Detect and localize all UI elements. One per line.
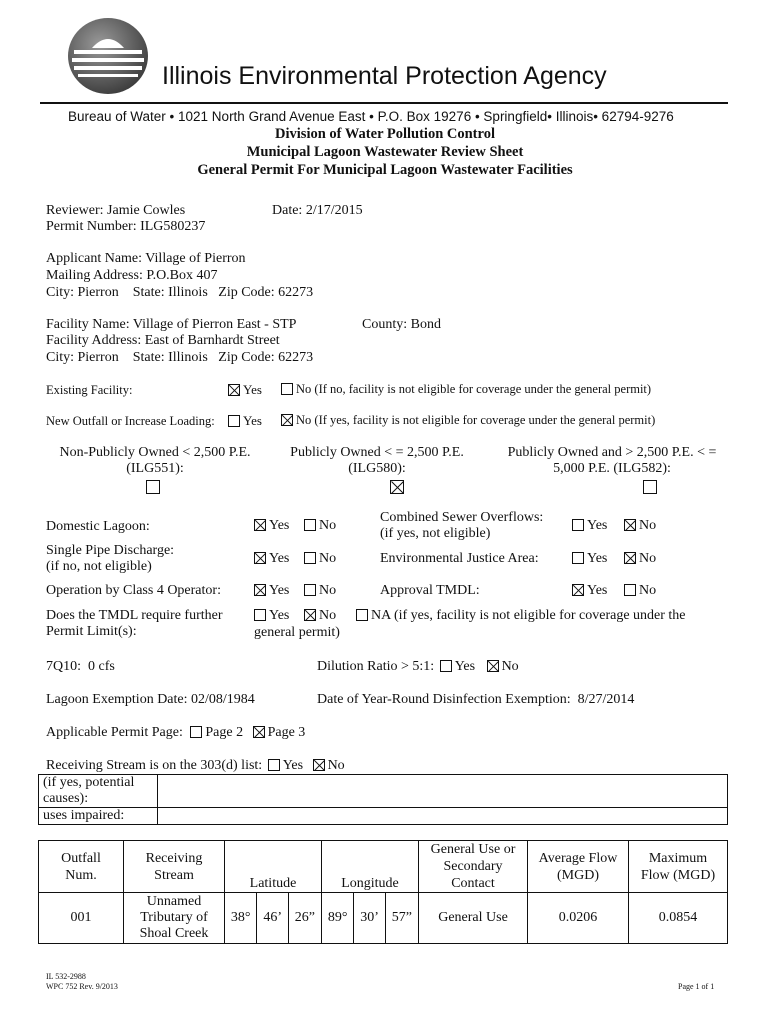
col-max-flow: Maximum Flow (MGD) xyxy=(629,841,728,893)
single-pipe-label: Single Pipe Discharge: (if no, not eligible) xyxy=(46,543,175,574)
existing-no[interactable]: No (If no, facility is not eligible for coverage under the general permit) xyxy=(281,382,651,397)
checkbox-unchecked[interactable] xyxy=(254,609,266,621)
mailing-address: Mailing Address: P.O.Box 407 xyxy=(46,268,218,283)
ilg582-checkbox[interactable] xyxy=(643,480,657,494)
checkbox-unchecked[interactable] xyxy=(624,584,636,596)
max-flow: 0.0854 xyxy=(629,893,728,944)
county: County: Bond xyxy=(362,317,441,332)
lon-sec: 57” xyxy=(385,893,418,944)
tmdl-further-yes[interactable]: Yes xyxy=(254,608,289,624)
checkbox-unchecked[interactable] xyxy=(304,584,316,596)
lagoon-exemption: Lagoon Exemption Date: 02/08/1984 xyxy=(46,692,255,707)
lon-deg: 89° xyxy=(321,893,353,944)
applicant-name: Applicant Name: Village of Pierron xyxy=(46,251,246,266)
lat-min: 46’ xyxy=(257,893,288,944)
cso-no[interactable]: No xyxy=(624,518,656,534)
causes-value[interactable] xyxy=(158,775,728,808)
checkbox-unchecked[interactable] xyxy=(304,519,316,531)
permit-page[interactable]: Applicable Permit Page: Page 2 Page 3 xyxy=(46,725,306,740)
class4-no[interactable]: No xyxy=(304,583,336,599)
single-pipe-yes[interactable]: Yes xyxy=(254,551,289,567)
iepa-logo xyxy=(62,14,158,96)
checkbox-checked[interactable] xyxy=(487,660,499,672)
checkbox-unchecked[interactable] xyxy=(190,726,202,738)
checkbox-unchecked[interactable] xyxy=(304,552,316,564)
lat-deg: 38° xyxy=(225,893,257,944)
applicant-city: City: Pierron State: Illinois Zip Code: 62273 xyxy=(46,285,314,300)
facility-address: Facility Address: East of Barnhardt Street xyxy=(46,333,280,348)
ilg580-checkbox[interactable] xyxy=(390,480,404,494)
checkbox-unchecked[interactable] xyxy=(281,383,293,395)
checkbox-checked[interactable] xyxy=(228,384,240,396)
existing-yes[interactable]: Yes xyxy=(228,382,262,398)
outfall-table xyxy=(38,840,728,944)
sheet-title: Municipal Lagoon Wastewater Review Sheet xyxy=(246,144,524,160)
checkbox-checked[interactable] xyxy=(313,759,325,771)
review-date: Date: 2/17/2015 xyxy=(272,203,363,218)
ownership-col3: Publicly Owned and > 2,500 P.E. < = 5,000 P.E. (ILG582): xyxy=(507,445,717,476)
existing-facility-label: Existing Facility: xyxy=(46,383,133,397)
facility-city: City: Pierron State: Illinois Zip Code: 62273 xyxy=(46,350,314,365)
tmdl-further-na-cont: general permit) xyxy=(254,625,340,640)
checkbox-unchecked[interactable] xyxy=(572,519,584,531)
checkbox-checked[interactable] xyxy=(572,584,584,596)
uses-impaired-label: uses impaired: xyxy=(39,808,158,825)
col-receiving: Receiving Stream xyxy=(124,841,225,893)
tmdl-label: Approval TMDL: xyxy=(380,583,480,598)
new-outfall-yes[interactable]: Yes xyxy=(228,413,262,429)
env-justice-label: Environmental Justice Area: xyxy=(380,551,539,566)
lat-sec: 26” xyxy=(288,893,321,944)
class4-label: Operation by Class 4 Operator: xyxy=(46,583,221,598)
single-pipe-no[interactable]: No xyxy=(304,551,336,567)
checkbox-checked[interactable] xyxy=(253,726,265,738)
domestic-lagoon-yes[interactable]: Yes xyxy=(254,518,289,534)
domestic-lagoon-label: Domestic Lagoon: xyxy=(46,519,150,534)
receiving-303d[interactable]: Receiving Stream is on the 303(d) list: Yes No xyxy=(46,758,345,773)
ownership-col2: Publicly Owned < = 2,500 P.E. (ILG580): xyxy=(290,445,464,476)
division-title: Division of Water Pollution Control xyxy=(275,126,495,142)
checkbox-unchecked[interactable] xyxy=(356,609,368,621)
checkbox-unchecked[interactable] xyxy=(228,415,240,427)
new-outfall-no[interactable]: No (If yes, facility is not eligible for coverage under the general permit) xyxy=(281,413,655,428)
col-longitude: Longitude xyxy=(321,841,418,893)
col-avg-flow: Average Flow (MGD) xyxy=(528,841,629,893)
checkbox-checked[interactable] xyxy=(281,414,293,426)
checkbox-checked[interactable] xyxy=(254,584,266,596)
table-header-row xyxy=(39,841,728,893)
tmdl-further-label: Does the TMDL require further Permit Limit(s): xyxy=(46,608,223,639)
checkbox-unchecked[interactable] xyxy=(268,759,280,771)
tmdl-further-na[interactable]: NA (if yes, facility is not eligible for coverage under the xyxy=(356,608,686,624)
col-outfall: Outfall Num. xyxy=(39,841,124,893)
header-rule xyxy=(40,102,728,104)
checkbox-checked[interactable] xyxy=(624,552,636,564)
reviewer: Reviewer: Jamie Cowles xyxy=(46,203,186,218)
permit-number: Permit Number: ILG580237 xyxy=(46,219,206,234)
outfall-num: 001 xyxy=(39,893,124,944)
table-row xyxy=(39,893,728,944)
checkbox-checked[interactable] xyxy=(624,519,636,531)
checkbox-checked[interactable] xyxy=(254,519,266,531)
new-outfall-label: New Outfall or Increase Loading: xyxy=(46,414,215,428)
uses-impaired-value[interactable] xyxy=(158,808,728,825)
form-id: IL 532-2988 xyxy=(46,972,86,981)
disinfection-exemption: Date of Year-Round Disinfection Exemption: 8/27/2014 xyxy=(317,692,635,707)
checkbox-checked[interactable] xyxy=(304,609,316,621)
address-line: Bureau of Water • 1021 North Grand Avenue East • P.O. Box 19276 • Springfield• Illinois• 62794-9276 xyxy=(68,109,674,124)
dilution-ratio[interactable]: Dilution Ratio > 5:1: Yes No xyxy=(317,659,519,674)
checkbox-unchecked[interactable] xyxy=(572,552,584,564)
env-justice-no[interactable]: No xyxy=(624,551,656,567)
cso-label: Combined Sewer Overflows: (if yes, not eligible) xyxy=(380,510,544,541)
facility-name: Facility Name: Village of Pierron East - STP xyxy=(46,317,297,332)
permit-title: General Permit For Municipal Lagoon Wastewater Facilities xyxy=(197,162,573,178)
checkbox-checked[interactable] xyxy=(254,552,266,564)
page-number: Page 1 of 1 xyxy=(678,982,715,991)
col-general-use: General Use or Secondary Contact xyxy=(419,841,528,893)
causes-label: (if yes, potential causes): xyxy=(39,775,158,808)
col-latitude: Latitude xyxy=(225,841,322,893)
avg-flow: 0.0206 xyxy=(528,893,629,944)
q710: 7Q10: 0 cfs xyxy=(46,659,115,674)
class4-yes[interactable]: Yes xyxy=(254,583,289,599)
ilg551-checkbox[interactable] xyxy=(146,480,160,494)
impairment-table xyxy=(38,774,728,825)
agency-title: Illinois Environmental Protection Agency xyxy=(162,62,607,90)
lon-min: 30’ xyxy=(354,893,385,944)
form-rev: WPC 752 Rev. 9/2013 xyxy=(46,982,118,991)
tmdl-no[interactable]: No xyxy=(624,583,656,599)
checkbox-unchecked[interactable] xyxy=(440,660,452,672)
domestic-lagoon-no[interactable]: No xyxy=(304,518,336,534)
env-justice-yes[interactable]: Yes xyxy=(572,551,607,567)
cso-yes[interactable]: Yes xyxy=(572,518,607,534)
ownership-col1: Non-Publicly Owned < 2,500 P.E. (ILG551): xyxy=(59,445,251,476)
use-class: General Use xyxy=(419,893,528,944)
tmdl-further-no[interactable]: No xyxy=(304,608,336,624)
receiving-stream: Unnamed Tributary of Shoal Creek xyxy=(124,893,225,944)
tmdl-yes[interactable]: Yes xyxy=(572,583,607,599)
